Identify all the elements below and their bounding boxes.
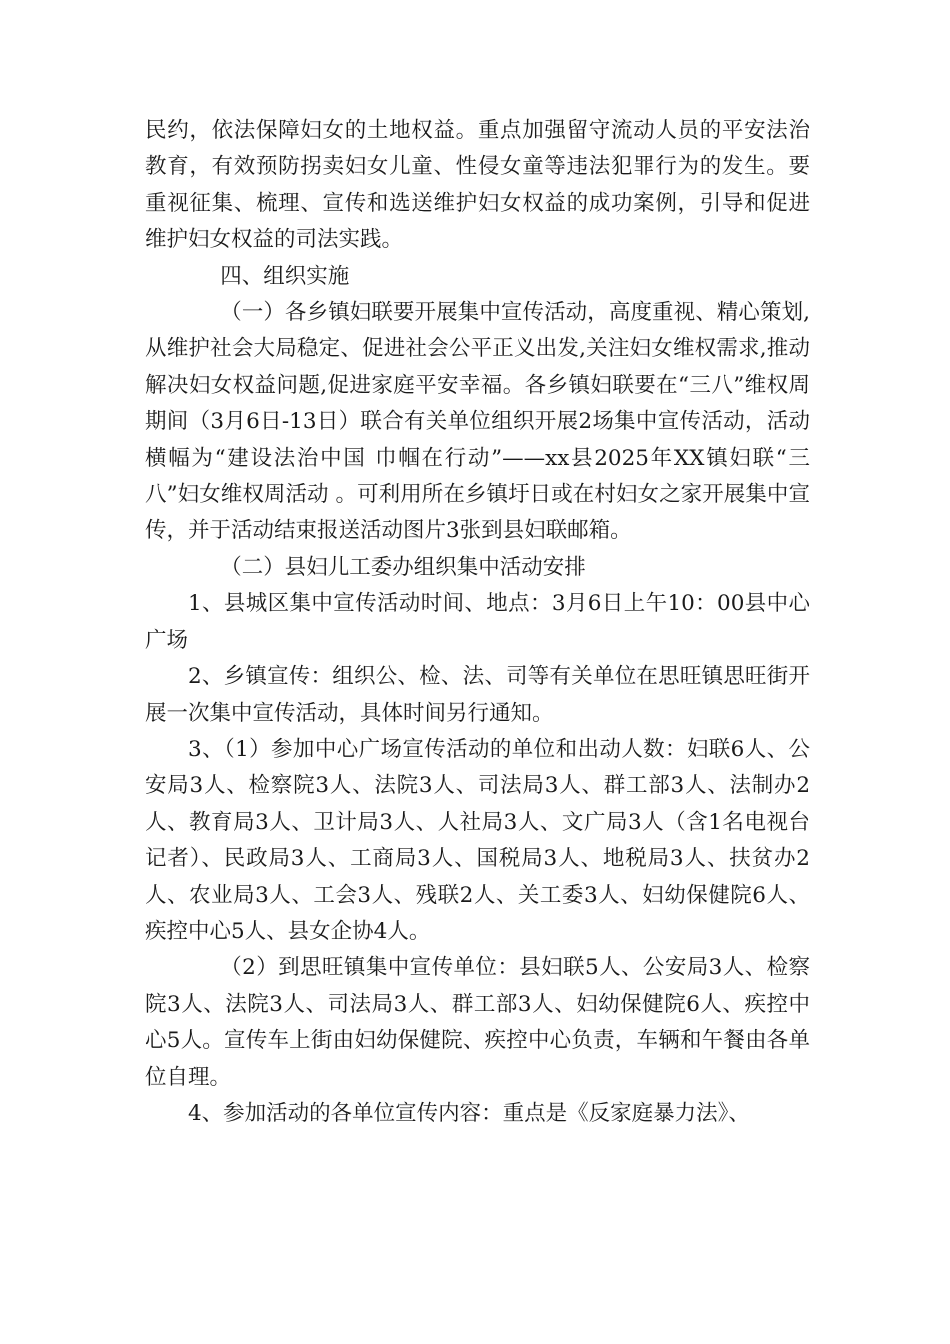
paragraph-land-rights: 民约，依法保障妇女的土地权益。重点加强留守流动人员的平安法治教育，有效预防拐卖妇女儿童、性侵女童等违法犯罪行为的发生。要重视征集、梳理、宣传和选送维护妇女权益的成功案例，引导和促进维护妇女权益的司法实践。 xyxy=(145,118,810,253)
paragraph-participants-siwang: （2）到思旺镇集中宣传单位：县妇联5人、公安局3人、检察院3人、法院3人、司法局3人、群工部3人、妇幼保健院6人、疾控中心5人。宣传车上街由妇幼保健院、疾控中心负责，车辆和午餐由各单位自理。 xyxy=(145,955,810,1090)
paragraph-publicity-content: 4、参加活动的各单位宣传内容：重点是《反家庭暴力法》、 xyxy=(188,1100,750,1126)
subheading-county-arrangement: （二）县妇儿工委办组织集中活动安排 xyxy=(220,554,586,580)
section-heading-organization: 四、组织实施 xyxy=(220,263,350,289)
paragraph-county-event-time: 1、县城区集中宣传活动时间、地点：3月6日上午10：00县中心广场 xyxy=(145,591,810,653)
paragraph-participants-center-square: 3、（1）参加中心广场宣传活动的单位和出动人数：妇联6人、公安局3人、检察院3人、法院3人、司法局3人、群工部3人、法制办2人、教育局3人、卫计局3人、人社局3人、文广局3人（含1名电视台记者）、民政局3人、工商局3人、国税局3人、地税局3人、扶贫办2人、农业局3人、工会3人、残联2人、关工委3人、妇幼保健院6人、疾控中心5人、县女企协4人。 xyxy=(145,736,810,944)
paragraph-township-publicity: 2、乡镇宣传：组织公、检、法、司等有关单位在思旺镇思旺街开展一次集中宣传活动，具体时间另行通知。 xyxy=(145,664,810,726)
document-body xyxy=(145,113,810,1132)
paragraph-township-campaign: （一）各乡镇妇联要开展集中宣传活动，高度重视、精心策划,从维护社会大局稳定、促进社会公平正义出发,关注妇女维权需求,推动解决妇女权益问题,促进家庭平安幸福。各乡镇妇联要在“三八”维权周期间（3月6日-13日）联合有关单位组织开展2场集中宣传活动，活动横幅为“建设法治中国 巾帼在行动”——xx县2025年XX镇妇联“三八”妇女维权周活动 。可利用所在乡镇圩日或在村妇女之家开展集中宣传，并于活动结束报送活动图片3张到县妇联邮箱。 xyxy=(145,300,810,544)
